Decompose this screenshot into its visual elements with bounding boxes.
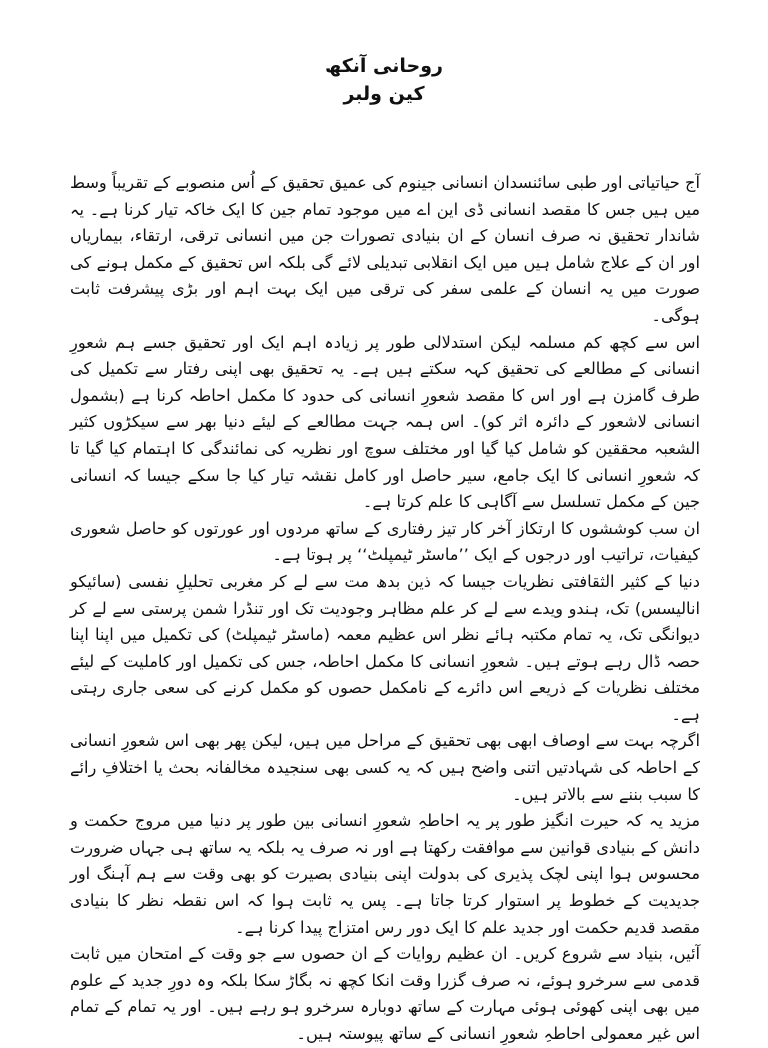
paragraph-6: مزید یہ کہ حیرت انگیز طور پر یہ احاطہِ شعورِ انسانی بین طور پر دنیا میں مروج حکمت و دانش کے بنیادی قوانین سے موافقت رکھتا ہے اور نہ صرف یہ بلکہ یہ ساتھ ہی جہاں ضرورت محسوس ہوا اپنی لچک پذیری کی بدولت اپنی بنیادی بصیرت کو بھی وقت سے ہم آہنگ اور جدیدیت کے خطوط پر استوار کرتا جاتا ہے۔ پس یہ ثابت ہوا کہ اس نقطہ نظر کا بنیادی مقصد قدیم حکمت اور جدید علم کا ایک دور رس امتزاج پیدا کرنا ہے۔ <box>70 811 700 937</box>
paragraph-4: دنیا کے کثیر الثقافتی نظریات جیسا کہ ذین بدھ مت سے لے کر مغربی تحلیلِ نفسی (سائیکو انالیسس) تک، ہندو ویدے سے لے کر علم مظاہر وجودیت تک اور تنڈرا شمن پرستی سے لے کر دیوانگی تک، یہ تمام مکتبہ ہائے نظر اس عظیم معمہ (ماسٹر ٹیمپلٹ) کی تکمیل میں اپنا اپنا حصہ ڈال رہے ہوتے ہیں۔ شعورِ انسانی کا مکمل احاطہ، جس کی تکمیل اور کاملیت کے لیئے مختلف نظریات کے ذریعے اس دائرے کے نامکمل حصوں کو مکمل کرنے کی سعی جاری رہتی ہے۔ <box>70 571 700 724</box>
document-title: روحانی آنکھ <box>325 55 443 77</box>
paragraph-1: آج حیاتیاتی اور طبی سائنسدان انسانی جینوم کی عمیق تحقیق کے اُس منصوبے کے تقریباً وسط میں ہیں جس کا مقصد انسانی ڈی این اے میں موجود تمام جین کا ایک خاکہ تیار کرنا ہے۔ یہ شاندار تحقیق نہ صرف انسان کے ان بنیادی تصورات جن میں انسانی ترقی، ارتقاء، بیماریاں اور ان کے علاج شامل ہیں میں ایک انقلابی تبدیلی لائے گی بلکہ اس تحقیق کے مکمل ہونے کی صورت میں یہ انسان کے علمی سفر کی ترقی میں ایک بہت اہم اور بڑی پیشرفت ثابت ہوگی۔ <box>70 173 700 325</box>
document-body <box>70 170 700 1048</box>
document-header <box>0 52 768 108</box>
document-author: کین ولبر <box>343 83 425 105</box>
paragraph-7: آئیں، بنیاد سے شروع کریں۔ ان عظیم روایات کے ان حصوں سے جو وقت کے امتحان میں ثابت قدمی سے سرخرو ہوئے، نہ صرف گزرا وقت انکا کچھ نہ بگاڑ سکا بلکہ وہ دورِ جدید کے علوم میں بھی اپنی کھوئی ہوئی مہارت کے ساتھ دوبارہ سرخرو ہو رہے ہیں۔ اور یہ تمام کے تمام اس غیر معمولی احاطہِ شعورِ انسانی کے ساتھ پیوستہ ہیں۔ <box>70 944 700 1043</box>
paragraph-5: اگرچہ بہت سے اوصاف ابھی بھی تحقیق کے مراحل میں ہیں، لیکن پھر بھی اس شعورِ انسانی کے احاطہ کی شہادتیں اتنی واضح ہیں کہ یہ کسی بھی سنجیدہ مخالفانہ بحث یا اختلافِ رائے کا سبب بننے سے بالاتر ہیں۔ <box>70 731 700 804</box>
paragraph-2: اس سے کچھ کم مسلمہ لیکن استدلالی طور پر زیادہ اہم ایک اور تحقیق جسے ہم شعورِ انسانی کے مطالعے کی تحقیق کہہ سکتے ہیں ہے۔ یہ تحقیق بھی اپنی رفتار سے تکمیل کی طرف گامزن ہے اور اس کا مقصد شعورِ انسانی کی حدود کا مکمل احاطہ کرنا ہے (بشمول انسانی لاشعور کے دائرہ اثر کو)۔ اس ہمہ جہت مطالعے کے لیئے دنیا بھر سے سیکڑوں کثیر الشعبہ محققین کو شامل کیا گیا اور مختلف سوچ اور نظریہ کی نمائندگی کا اہتمام کیا گیا تا کہ شعورِ انسانی کا ایک جامع، سیر حاصل اور کامل نقشہ تیار کیا جا سکے جیسا کہ انسانی جین کے مکمل تسلسل سے آگاہی کا علم کرتا ہے۔ <box>70 332 700 512</box>
paragraph-3: ان سب کوششوں کا ارتکاز آخر کار تیز رفتاری کے ساتھ مردوں اور عورتوں کو حاصل شعوری کیفیات، تراتیب اور درجوں کے ایک ’’ماسٹر ٹیمپلٹ‘‘ پر ہوتا ہے۔ <box>70 518 700 565</box>
